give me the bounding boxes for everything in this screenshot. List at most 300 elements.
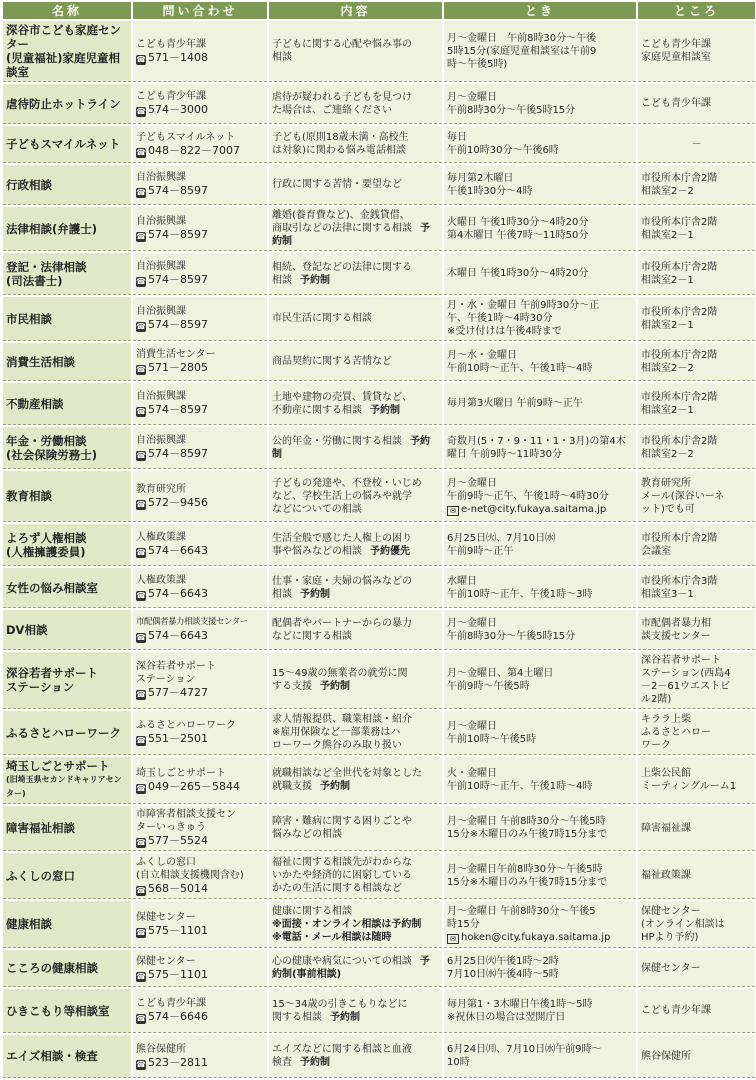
consult-name-line: 女性の悩み相談室	[6, 580, 98, 595]
content-line: は対象)に関わる悩み電話相談	[272, 145, 406, 156]
table-row	[3, 383, 755, 425]
consult-time	[444, 989, 636, 1033]
time-line: 木曜日 午後1時30分～4時20分	[447, 268, 589, 279]
consult-contact	[133, 165, 267, 205]
consult-name	[3, 524, 131, 566]
phone-icon: ☎	[136, 365, 146, 374]
place-line: 保健センター	[641, 962, 701, 974]
phone-number[interactable]	[136, 544, 264, 558]
time-line: 月～金曜日午前8時30分～午後5時	[447, 863, 603, 875]
consult-name	[3, 711, 131, 755]
phone-text: 574－8597	[148, 228, 208, 241]
contact-dept: 自治振興課	[136, 216, 186, 227]
consult-time	[444, 471, 636, 522]
contact-dept: 自治振興課	[136, 172, 186, 183]
phone-icon: ☎	[136, 407, 146, 416]
consult-place	[638, 989, 755, 1033]
content-line: 虐待が疑われる子どもを見つけ	[272, 91, 412, 103]
content-line: 就職相談など全世代を対象とした	[272, 768, 422, 779]
content-line: 相談 予約制	[272, 274, 330, 286]
header-name: 名称	[3, 2, 131, 19]
phone-text: 049－265－5844	[148, 779, 240, 793]
content-line: 15～49歳の無業者の就労に関	[272, 668, 408, 679]
place-line: HPより予約)	[641, 931, 699, 943]
phone-text: 574－6643	[148, 544, 208, 557]
consult-name-line: エイズ相談・検査	[6, 1049, 98, 1063]
time-line: 午前8時30分～午後5時15分	[447, 630, 576, 642]
content-line: 悩みなどの相談	[272, 829, 342, 840]
phone-text: 572－9456	[148, 495, 208, 509]
phone-icon: ☎	[136, 633, 146, 642]
place-line: 障害福祉課	[641, 822, 691, 834]
content-line: 福祉に関する相談先がわからな	[272, 857, 412, 868]
time-line: 15分※木曜日のみ午後7時15分まで	[447, 829, 608, 840]
phone-number[interactable]	[136, 361, 264, 375]
contact-dept: こども青少年課	[136, 38, 206, 50]
consult-name-line: DV相談	[6, 622, 48, 637]
content-line: 公的年金・労働に関する相談 予約制	[272, 435, 430, 460]
phone-icon: ☎	[136, 736, 146, 745]
consult-name-line: こころの健康相談	[6, 961, 98, 975]
consult-contact	[133, 901, 267, 948]
phone-number[interactable]	[136, 924, 264, 938]
place-line: 家庭児童相談室	[641, 52, 711, 63]
place-line: キララ上柴	[641, 714, 691, 725]
time-line: 午前10時～正午、午後1時～4時	[447, 781, 593, 792]
consult-contact	[133, 853, 267, 899]
place-line: こども青少年課	[641, 1005, 711, 1016]
table-row	[3, 343, 755, 381]
time-line: 午前9時～正午	[447, 545, 514, 557]
content-line: する支援 予約制	[272, 681, 350, 692]
consult-name-line: 年金・労働相談	[6, 433, 87, 448]
phone-number[interactable]	[136, 273, 264, 287]
consult-name-line: 教育相談	[6, 489, 52, 503]
phone-icon: ☎	[136, 690, 146, 699]
table-row	[3, 21, 755, 82]
consult-time	[444, 165, 636, 205]
consult-contact	[133, 343, 267, 381]
place-line: ミーティングルーム1	[641, 781, 737, 792]
consult-name	[3, 297, 131, 341]
content-line: など、学校生活上の悩みや就学	[272, 490, 412, 502]
consult-name	[3, 853, 131, 899]
consult-name-line: 子どもスマイルネット	[6, 137, 121, 151]
consult-content	[269, 950, 442, 987]
phone-text: 577－4727	[148, 686, 208, 699]
consult-time	[444, 1035, 636, 1078]
email-link[interactable]	[447, 503, 633, 516]
time-line: 火曜日 午後1時30分～4時20分	[447, 216, 589, 228]
place-line: 相談室2－2	[641, 448, 694, 460]
consult-name	[3, 427, 131, 469]
time-line: 月～金曜日	[447, 91, 497, 103]
time-line: 午前10時～午後5時	[447, 733, 537, 745]
consult-content	[269, 901, 442, 948]
consult-place	[638, 652, 755, 709]
reservation-note: 予約制	[370, 404, 400, 416]
time-line: 6月25日㈫、7月10日㈬	[447, 532, 556, 544]
phone-text: 568－5014	[148, 881, 208, 895]
content-line: 15～34歳の引きこもりなどに	[272, 998, 408, 1010]
place-line: 市役所本庁舎2階	[641, 532, 718, 544]
place-line: 相談室3－1	[641, 588, 694, 600]
contact-dept: 人権政策課	[136, 575, 186, 586]
phone-number[interactable]	[136, 103, 264, 117]
contact-dept: 子どもスマイルネット	[136, 131, 236, 143]
phone-number[interactable]	[136, 882, 264, 896]
phone-text: 574－6643	[148, 629, 208, 642]
content-line: エイズなどに関する相談と血液	[272, 1044, 412, 1055]
consult-name-line: 不動産相談	[6, 396, 64, 411]
contact-dept: こども青少年課	[136, 91, 206, 102]
reservation-note: 予約制	[330, 1011, 360, 1023]
content-line: 子どもに関する心配や悩み事の	[272, 39, 412, 50]
consult-content	[269, 711, 442, 755]
consult-name-line: 健康相談	[6, 917, 52, 931]
table-row	[3, 165, 755, 205]
place-line: 会議室	[641, 545, 671, 557]
consult-content	[269, 524, 442, 566]
email-text: hoken@city.fukaya.saitama.jp	[461, 931, 611, 943]
place-line: 福祉政策課	[641, 870, 691, 881]
content-line: 不動産に関する相談 予約制	[272, 404, 400, 416]
time-line: 月～金曜日	[447, 720, 497, 732]
consult-content	[269, 253, 442, 295]
consult-name	[3, 207, 131, 251]
phone-number[interactable]	[136, 780, 264, 794]
time-line: 午前9時～正午、午後1時～4時30分	[447, 490, 609, 502]
consult-content	[269, 427, 442, 469]
phone-number[interactable]	[136, 144, 264, 158]
place-line: 市役所本庁舎3階	[641, 575, 718, 587]
consult-place	[638, 471, 755, 522]
consult-contact	[133, 610, 267, 650]
place-line: 深谷若者サポート	[641, 655, 721, 666]
consult-name-line: ふるさとハローワーク	[6, 725, 121, 740]
consult-content	[269, 1035, 442, 1078]
place-line: －2－61ウエストビ	[641, 681, 731, 692]
time-line: 6月25日㈫午後1時～2時	[447, 956, 559, 967]
contact-dept: ターいっきゅう	[136, 822, 206, 833]
consult-content	[269, 84, 442, 124]
place-line: 市役所本庁舎2階	[641, 172, 718, 184]
reservation-note: 予約制	[320, 681, 350, 692]
place-line: 熊谷保健所	[641, 1050, 691, 1062]
time-line: 毎月第2木曜日	[447, 172, 514, 184]
contact-dept: 保健センター	[136, 955, 196, 967]
phone-icon: ☎	[136, 277, 146, 286]
consult-contact	[133, 84, 267, 124]
reservation-note: 予約制	[272, 223, 430, 247]
consultation-table	[1, 0, 756, 1080]
contact-dept: 消費生活センター	[136, 349, 216, 360]
content-line: 市民生活に関する相談	[272, 313, 372, 324]
phone-text: 048－822－7007	[148, 143, 240, 157]
consult-name	[3, 383, 131, 425]
time-line: 毎月第1・3木曜日午後1時～5時	[447, 998, 593, 1010]
consult-time	[444, 610, 636, 650]
place-line: 相談室2－1	[641, 229, 694, 241]
consult-place	[638, 126, 755, 163]
phone-number[interactable]	[136, 403, 264, 417]
consult-contact	[133, 652, 267, 709]
consult-time	[444, 343, 636, 381]
time-line: 月～金曜日、第4土曜日	[447, 668, 554, 679]
consult-name-line: 虐待防止ホットライン	[6, 96, 121, 111]
consult-contact	[133, 207, 267, 251]
time-line: 毎日	[447, 132, 467, 143]
content-line: 検査 予約制	[272, 1057, 330, 1068]
place-line: ワーク	[641, 740, 671, 751]
table-row	[3, 427, 755, 469]
phone-icon: ☎	[136, 1014, 146, 1023]
place-line: 市役所本庁舎2階	[641, 306, 718, 318]
consult-contact	[133, 1035, 267, 1078]
time-line: 第4木曜日 午後7時～11時50分	[447, 229, 589, 241]
consult-name-line: 消費生活相談	[6, 354, 75, 369]
phone-icon: ☎	[136, 322, 146, 331]
time-line: 毎月第3火曜日 午前9時～正午	[447, 398, 583, 409]
phone-number[interactable]	[136, 318, 264, 332]
consult-contact	[133, 711, 267, 755]
phone-text: 574－8597	[148, 184, 208, 197]
content-line: た場合は、ご連絡ください	[272, 104, 392, 116]
phone-number[interactable]	[136, 834, 264, 848]
consult-name	[3, 343, 131, 381]
phone-number[interactable]	[136, 732, 264, 746]
consult-place	[638, 383, 755, 425]
consult-time	[444, 950, 636, 987]
consult-content	[269, 165, 442, 205]
consult-content	[269, 568, 442, 608]
content-line: 求人情報提供、職業相談・紹介	[272, 714, 412, 725]
consult-name-line: 法律相談(弁護士)	[6, 221, 98, 236]
content-line: 関する相談 予約制	[272, 1011, 360, 1023]
consult-time	[444, 524, 636, 566]
consult-name-line: (社会保険労務士)	[6, 447, 98, 462]
phone-icon: ☎	[136, 971, 146, 981]
table-row	[3, 471, 755, 522]
consult-content	[269, 383, 442, 425]
contact-dept: こども青少年課	[136, 998, 206, 1009]
time-line: 月～金曜日	[447, 617, 497, 629]
email-text: e-net@city.fukaya.saitama.jp	[461, 503, 607, 515]
consult-time	[444, 207, 636, 251]
reservation-note: 予約制	[320, 781, 350, 792]
table-row	[3, 711, 755, 755]
consult-name	[3, 757, 131, 804]
consult-contact	[133, 757, 267, 804]
content-line: 子ども(原則18歳未満・高校生	[272, 132, 409, 143]
phone-number[interactable]	[136, 686, 264, 700]
consult-name-line: 市民相談	[6, 311, 52, 326]
contact-dept: ふるさとハローワーク	[136, 720, 236, 731]
consult-contact	[133, 297, 267, 341]
time-line: 午前8時30分～午後5時15分	[447, 104, 576, 116]
header-place: ところ	[638, 2, 755, 19]
place-line: 市役所本庁舎2階	[641, 391, 718, 403]
phone-number[interactable]	[136, 447, 264, 461]
phone-text: 574－3000	[148, 103, 208, 116]
content-line: 離婚(養育費など)、金銭貸借、	[272, 210, 410, 221]
content-line: ※雇用保険など一部業務はハ	[272, 727, 401, 738]
consult-time	[444, 757, 636, 804]
place-line: メール(深谷いーネ	[641, 490, 725, 502]
time-line: 火・金曜日	[447, 768, 497, 779]
consult-name	[3, 806, 131, 851]
content-line: ローワーク熊谷のみ取り扱い	[272, 740, 402, 751]
contact-dept: 自治振興課	[136, 391, 186, 402]
time-line: ※受け付けは午後4時まで	[447, 326, 562, 337]
time-line: 午、午後1時～4時30分	[447, 313, 553, 324]
phone-number[interactable]	[136, 1056, 264, 1070]
consult-place	[638, 568, 755, 608]
consult-contact	[133, 568, 267, 608]
table-row	[3, 297, 755, 341]
consult-time	[444, 297, 636, 341]
consult-name	[3, 1035, 131, 1078]
consult-content	[269, 610, 442, 650]
time-line: 曜日 午前9時～11時30分	[447, 448, 562, 460]
consult-content	[269, 297, 442, 341]
content-line: 健康に関する相談	[272, 905, 352, 917]
table-row	[3, 901, 755, 948]
phone-text: 575－1101	[148, 923, 208, 937]
phone-icon: ☎	[136, 927, 146, 937]
phone-text: 574－8597	[148, 273, 208, 286]
time-line: 午前10時～正午、午後1時～3時	[447, 588, 593, 600]
table-row	[3, 84, 755, 124]
consult-name	[3, 568, 131, 608]
phone-icon: ☎	[136, 838, 146, 847]
time-line: 午前10時～正午、午後1時～4時	[447, 362, 593, 374]
place-line: (オンライン相談は	[641, 918, 725, 930]
table-row	[3, 652, 755, 709]
place-line: 市役所本庁舎2階	[641, 261, 718, 273]
consult-place	[638, 84, 755, 124]
time-line: 月～金曜日 午前8時30分～午後	[447, 32, 597, 44]
consult-name-line: (司法書士)	[6, 273, 63, 288]
consult-content	[269, 343, 442, 381]
phone-number[interactable]	[136, 587, 264, 601]
reservation-note: 予約制	[300, 1057, 330, 1068]
consult-place	[638, 165, 755, 205]
consult-name-line: ステーション	[6, 680, 75, 694]
reservation-note: 予約優先	[370, 545, 410, 557]
consult-name	[3, 21, 131, 82]
content-line: 商品契約に関する苦情など	[272, 356, 392, 367]
reservation-note: ※面接・オンライン相談は予約制	[272, 918, 422, 930]
mail-icon: ✉	[447, 934, 459, 944]
table-row	[3, 1035, 755, 1078]
phone-icon: ☎	[136, 1059, 146, 1069]
consult-content	[269, 471, 442, 522]
phone-text: 574－6646	[148, 1010, 208, 1023]
time-line: 10時	[447, 1057, 470, 1068]
place-line: こども青少年課	[641, 39, 711, 50]
place-line: －	[691, 138, 702, 150]
consult-time	[444, 84, 636, 124]
consult-name	[3, 610, 131, 650]
consult-place	[638, 253, 755, 295]
consult-name-line: ふくしの窓口	[6, 868, 75, 883]
contact-dept: 深谷若者サポート	[136, 661, 216, 672]
time-line: 水曜日	[447, 575, 477, 587]
place-line: 相談室2－1	[641, 274, 694, 286]
phone-icon: ☎	[136, 107, 146, 116]
phone-number[interactable]	[136, 496, 264, 510]
phone-number[interactable]	[136, 51, 264, 65]
consult-place	[638, 950, 755, 987]
content-note: ※電話・メール相談は随時	[272, 931, 392, 943]
content-line: 仕事・家庭・夫婦の悩みなどの	[272, 575, 412, 587]
consult-name-line: 埼玉しごとサポート	[6, 759, 110, 773]
time-line: 7月10日㈬午後4時～5時	[447, 969, 559, 980]
consult-contact	[133, 126, 267, 163]
consult-contact	[133, 383, 267, 425]
consult-place	[638, 901, 755, 948]
table-row	[3, 207, 755, 251]
consult-content	[269, 207, 442, 251]
time-line: 時～午後5時)	[447, 58, 508, 70]
consult-content	[269, 853, 442, 899]
place-line: 相談室2－1	[641, 404, 694, 416]
contact-dept: 保健センター	[136, 911, 196, 923]
place-line: ふるさとハロー	[641, 727, 711, 738]
consult-contact	[133, 21, 267, 82]
place-line: 教育研究所	[641, 477, 691, 489]
table-row	[3, 253, 755, 295]
phone-text: 574－6643	[148, 587, 208, 600]
consult-contact	[133, 989, 267, 1033]
reservation-note: 予約制(事前相談)	[272, 956, 430, 980]
header-contact: 問い合わせ	[133, 2, 267, 19]
reservation-note: 予約制	[300, 274, 330, 286]
consult-place	[638, 427, 755, 469]
phone-text: 575－1101	[148, 967, 208, 981]
phone-number[interactable]	[136, 184, 264, 198]
consult-name-line: よろず人権相談	[6, 530, 87, 545]
consult-name	[3, 84, 131, 124]
consult-contact	[133, 950, 267, 987]
phone-icon: ☎	[136, 54, 146, 64]
consult-place	[638, 21, 755, 82]
content-line: 行政に関する苦情・要望など	[272, 179, 402, 190]
content-line: 商取引などの法律に関する相談 予約制	[272, 223, 430, 247]
consult-name	[3, 989, 131, 1033]
content-line: 子どもの発達や、不登校・いじめ	[272, 477, 422, 489]
consult-name	[3, 950, 131, 987]
phone-icon: ☎	[136, 548, 146, 557]
consult-place	[638, 853, 755, 899]
phone-number[interactable]	[136, 1010, 264, 1024]
time-line: 月～金曜日 午前8時30分～午後5	[447, 905, 596, 917]
content-line: 相談 予約制	[272, 588, 330, 600]
place-line: 保健センター	[641, 905, 701, 917]
phone-icon: ☎	[136, 591, 146, 600]
phone-text: 574－8597	[148, 403, 208, 416]
time-line: 15分※木曜日のみ午後7時15分まで	[447, 876, 608, 888]
phone-number[interactable]	[136, 629, 264, 643]
phone-number[interactable]	[136, 968, 264, 982]
email-link[interactable]	[447, 931, 633, 944]
consult-time	[444, 253, 636, 295]
consult-time	[444, 383, 636, 425]
content-line: などに関する相談	[272, 630, 352, 642]
phone-number[interactable]	[136, 228, 264, 242]
phone-icon: ☎	[136, 885, 146, 895]
